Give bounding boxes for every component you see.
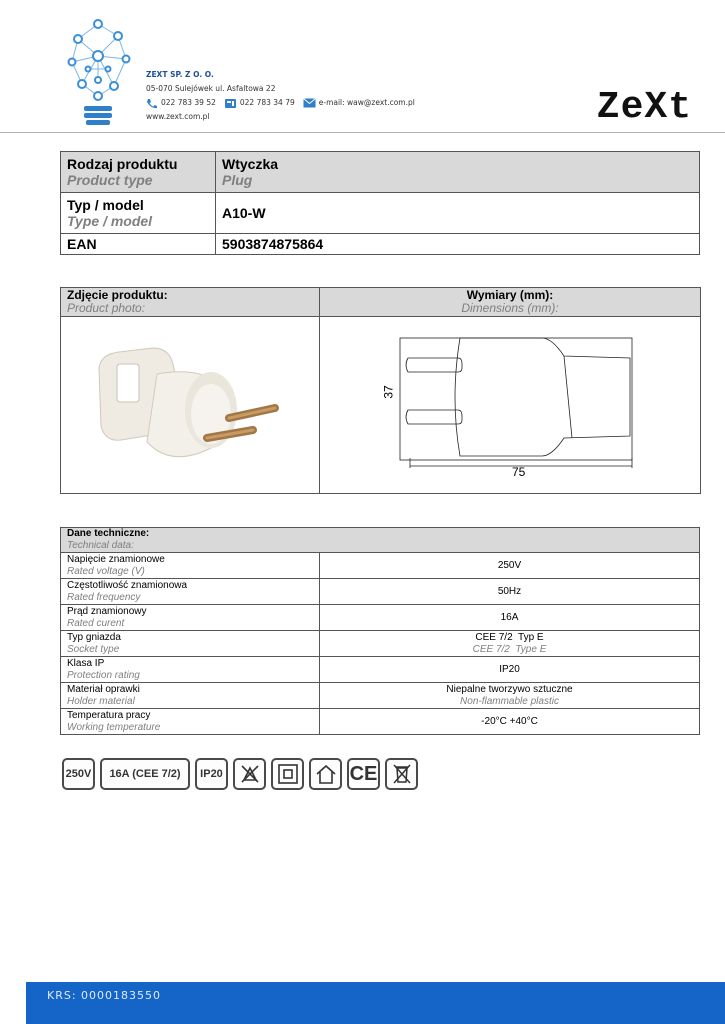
product-ean-row xyxy=(61,234,700,255)
tech-value: CEE 7/2 Typ E xyxy=(475,631,544,643)
tech-value: -20°C +40°C xyxy=(481,715,538,727)
tech-label-cell xyxy=(61,657,320,683)
dims-label: Wymiary (mm): xyxy=(466,288,554,302)
product-type-value-cell xyxy=(216,152,700,193)
certification-badges xyxy=(62,758,418,790)
phone-number: 022 783 39 52 xyxy=(161,98,216,107)
tech-label-cell xyxy=(61,605,320,631)
tech-label: Temperatura pracy xyxy=(67,709,151,721)
product-type-label: Rodzaj produktu xyxy=(67,156,178,172)
product-model-value: A10-W xyxy=(216,193,700,234)
photo-dimensions-table xyxy=(60,287,701,494)
tech-header-cell xyxy=(61,528,700,553)
photo-label-en: Product photo: xyxy=(67,301,146,315)
tech-row xyxy=(61,631,700,657)
tech-label-en: Working temperature xyxy=(67,721,161,733)
tech-label: Częstotliwość znamionowa xyxy=(67,579,188,591)
tech-value-cell xyxy=(320,683,700,709)
weee-bin-icon xyxy=(385,758,418,790)
double-insulation-icon xyxy=(271,758,304,790)
tech-label: Typ gniazda xyxy=(67,631,121,643)
company-name: ZEXT SP. Z O. O. xyxy=(146,70,214,79)
tech-row xyxy=(61,605,700,631)
tech-label: Materiał oprawki xyxy=(67,683,140,695)
tech-title: Dane techniczne: xyxy=(67,528,150,539)
product-type-label-cell xyxy=(61,152,216,193)
brand-logo-text: ZeXt xyxy=(596,86,692,129)
tech-label-cell xyxy=(61,631,320,657)
photo-content-row xyxy=(61,317,701,494)
tech-value: Niepalne tworzywo sztuczne xyxy=(446,683,573,695)
company-info xyxy=(146,68,415,124)
company-logo-bulb-icon xyxy=(58,14,138,132)
product-model-label: Typ / model xyxy=(67,197,144,213)
footer-krs: KRS: 0000183550 xyxy=(47,989,162,1002)
tech-label-en: Socket type xyxy=(67,643,120,655)
technical-data-table xyxy=(60,527,700,735)
dims-label-cell xyxy=(320,288,701,317)
header-divider xyxy=(0,132,725,133)
product-type-value: Wtyczka xyxy=(222,156,279,172)
tech-header-row xyxy=(61,528,700,553)
tech-value: 16A xyxy=(500,611,519,623)
tech-value: 250V xyxy=(497,559,522,571)
fax-icon xyxy=(224,98,237,109)
tech-value: 50Hz xyxy=(497,585,522,597)
tech-label-en: Holder material xyxy=(67,695,135,707)
product-photo-cell xyxy=(61,317,320,494)
current-badge: 16A (CEE 7/2) xyxy=(100,758,190,790)
dimension-drawing-cell xyxy=(320,317,701,494)
ip-badge: IP20 xyxy=(195,758,228,790)
product-model-label-en: Type / model xyxy=(67,213,153,229)
tech-label-en: Rated frequency xyxy=(67,591,141,603)
company-address: 05-070 Sulejówek ul. Asfaltowa 22 xyxy=(146,84,276,93)
product-type-value-en: Plug xyxy=(222,172,253,188)
tech-row xyxy=(61,683,700,709)
dim-height-label: 37 xyxy=(381,385,396,399)
email-address: e-mail: waw@zext.com.pl xyxy=(318,98,415,107)
tech-label-cell xyxy=(61,579,320,605)
dimension-drawing xyxy=(320,318,700,493)
tech-label-en: Rated curent xyxy=(67,617,125,629)
company-contact-row xyxy=(146,96,415,110)
voltage-badge: 250V xyxy=(62,758,95,790)
tech-value-cell xyxy=(320,605,700,631)
tech-value-cell xyxy=(320,579,700,605)
tech-value-cell xyxy=(320,709,700,735)
product-ean-value: 5903874875864 xyxy=(216,234,700,255)
tech-label-en: Rated voltage (V) xyxy=(67,565,145,577)
tech-row xyxy=(61,657,700,683)
tech-value-en: CEE 7/2 Type E xyxy=(472,643,547,655)
tech-row xyxy=(61,553,700,579)
company-website: www.zext.com.pl xyxy=(146,112,210,121)
indoor-use-icon xyxy=(309,758,342,790)
product-ean-label: EAN xyxy=(61,234,216,255)
tech-label-cell xyxy=(61,709,320,735)
photo-label-cell xyxy=(61,288,320,317)
photo-label: Zdjęcie produktu: xyxy=(67,288,168,302)
tech-label-en: Protection rating xyxy=(67,669,140,681)
tech-value-cell xyxy=(320,657,700,683)
product-photo xyxy=(61,318,319,493)
tech-title-en: Technical data: xyxy=(67,540,134,551)
tech-label: Klasa IP xyxy=(67,657,105,669)
dim-length-label: 75 xyxy=(512,465,526,479)
ce-mark-icon: CE xyxy=(347,758,380,790)
product-type-row xyxy=(61,152,700,193)
dims-label-en: Dimensions (mm): xyxy=(461,301,559,315)
tech-value: IP20 xyxy=(499,663,520,675)
tech-label-cell xyxy=(61,683,320,709)
product-type-label-en: Product type xyxy=(67,172,153,188)
tech-label-cell xyxy=(61,553,320,579)
product-info-table xyxy=(60,151,700,255)
phone-icon xyxy=(146,98,158,109)
product-model-row xyxy=(61,193,700,234)
tech-row xyxy=(61,709,700,735)
photo-header-row xyxy=(61,288,701,317)
tech-value-cell xyxy=(320,631,700,657)
tech-row xyxy=(61,579,700,605)
no-mounting-on-flammable-icon xyxy=(233,758,266,790)
tech-value-en: Non-flammable plastic xyxy=(460,695,559,707)
product-model-label-cell xyxy=(61,193,216,234)
tech-label: Napięcie znamionowe xyxy=(67,553,165,565)
tech-label: Prąd znamionowy xyxy=(67,605,147,617)
tech-value-cell xyxy=(320,553,700,579)
email-icon xyxy=(303,98,316,108)
fax-number: 022 783 34 79 xyxy=(239,98,295,107)
